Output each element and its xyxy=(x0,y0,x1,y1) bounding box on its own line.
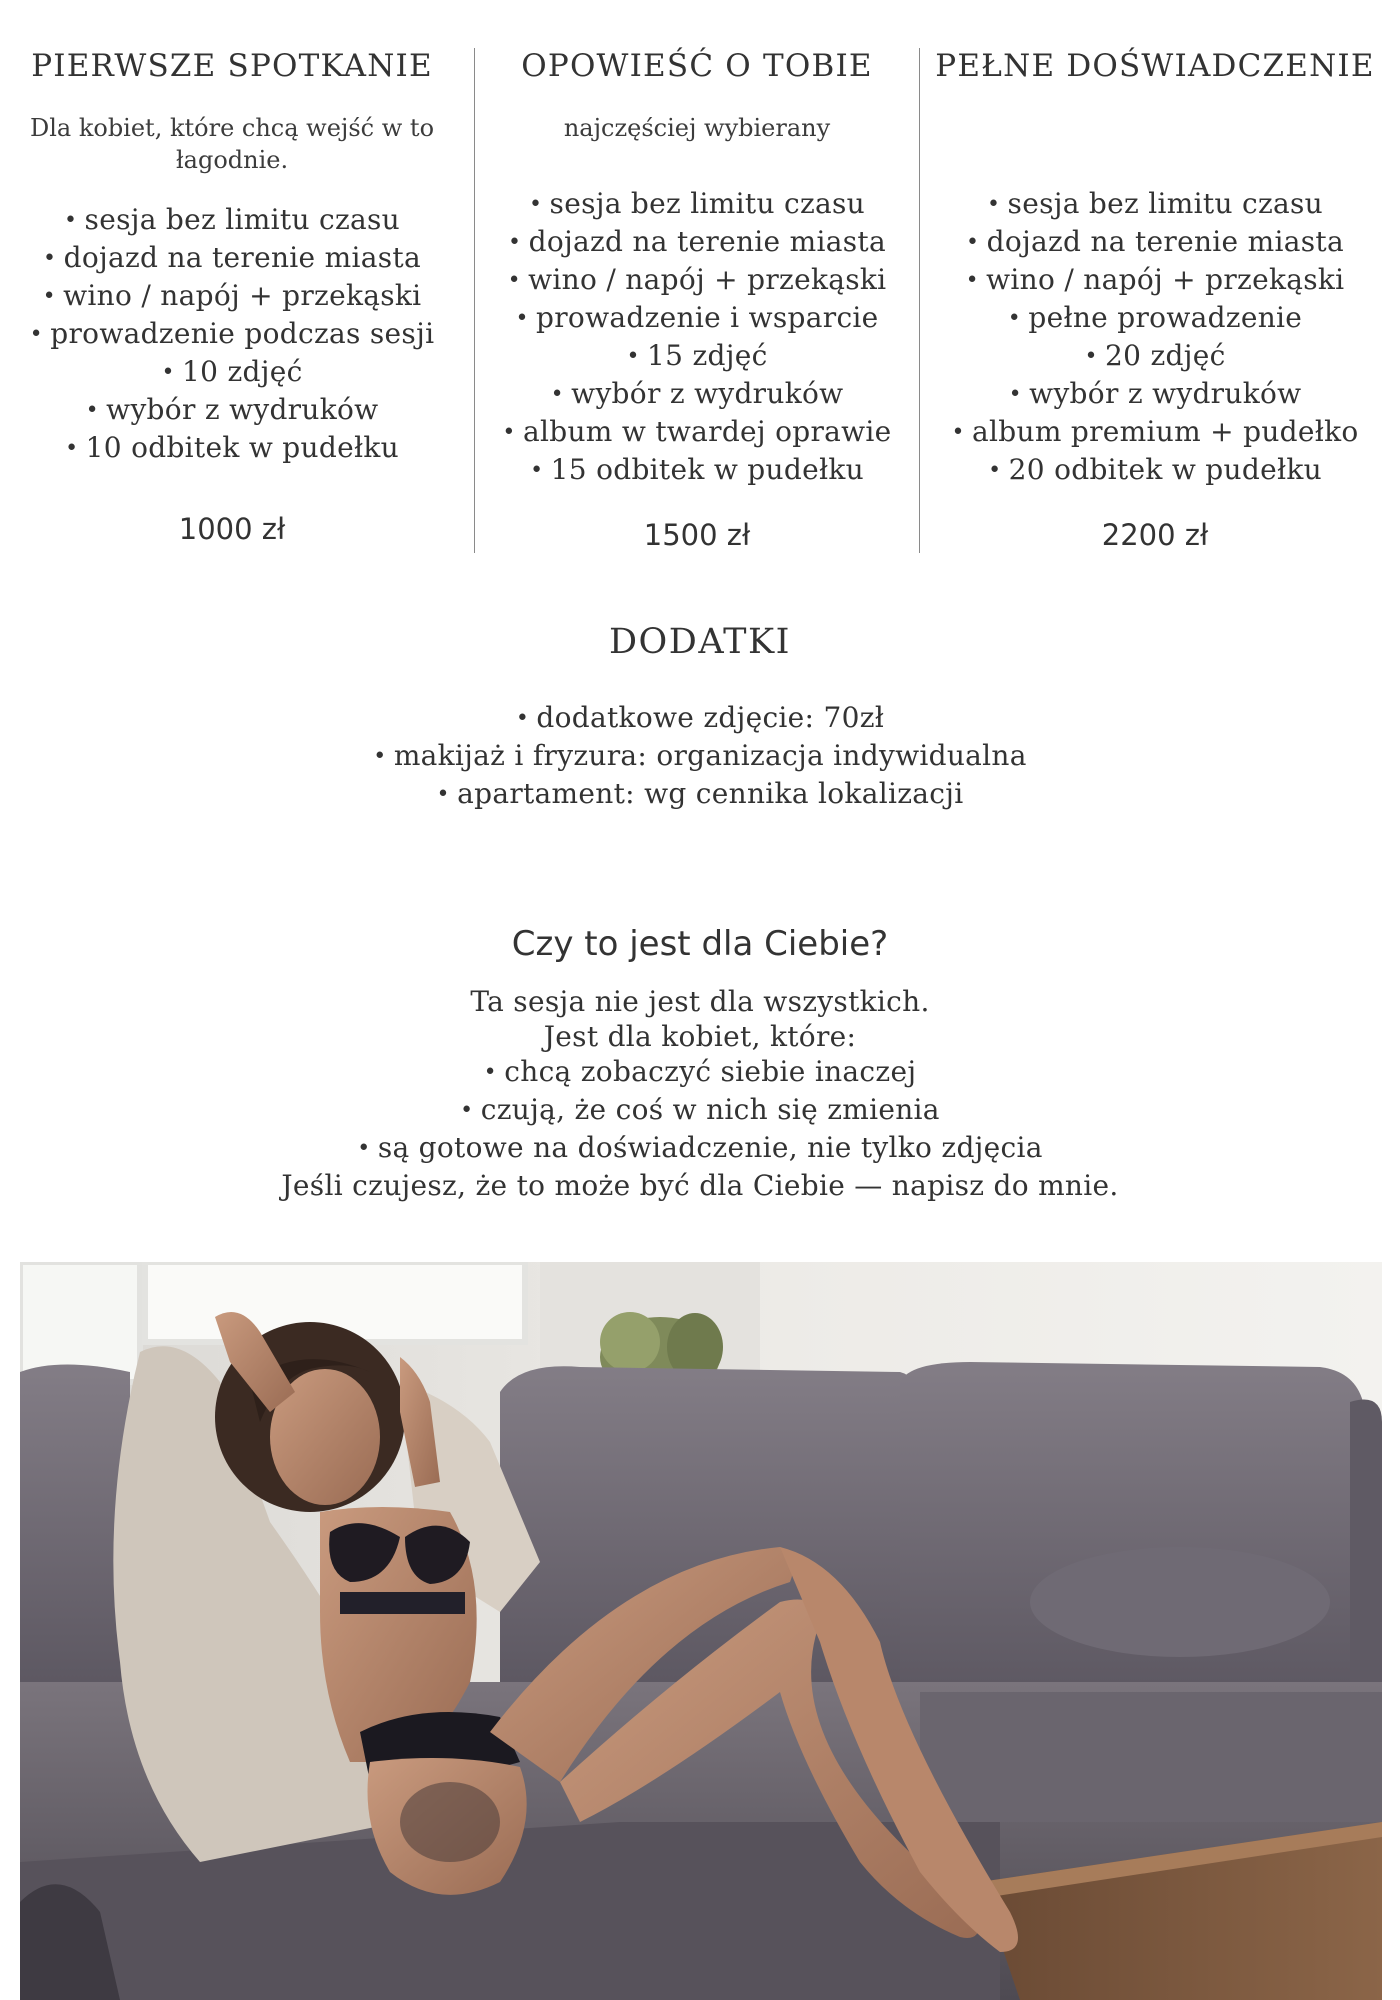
addon-item: • dodatkowe zdjęcie: 70zł xyxy=(0,700,1400,738)
fit-list xyxy=(0,1054,1400,1168)
fit-closing: Jeśli czujesz, że to może być dla Ciebie — napisz do mnie. xyxy=(281,1169,1119,1202)
fit-item: • chcą zobaczyć siebie inaczej xyxy=(0,1054,1400,1092)
package-features xyxy=(10,202,454,468)
feature-item: • pełne prowadzenie xyxy=(920,300,1390,338)
feature-item: • album premium + pudełko xyxy=(920,414,1390,452)
feature-item: • wino / napój + przekąski xyxy=(920,262,1390,300)
addons-section xyxy=(0,620,1400,814)
addons-list xyxy=(0,700,1400,814)
feature-item: • wino / napój + przekąski xyxy=(10,278,454,316)
feature-item: • 10 odbitek w pudełku xyxy=(10,430,454,468)
package-subtitle xyxy=(920,112,1390,144)
feature-item: • 20 zdjęć xyxy=(920,338,1390,376)
package-features xyxy=(920,186,1390,490)
fit-title: Czy to jest dla Ciebie? xyxy=(511,924,889,964)
package-story-about-you xyxy=(475,48,919,552)
package-title: PIERWSZE SPOTKANIE xyxy=(31,48,433,84)
fit-body xyxy=(0,984,1400,1203)
feature-item: • 15 zdjęć xyxy=(475,338,919,376)
feature-item: • wybór z wydruków xyxy=(10,392,454,430)
package-price: 2200 zł xyxy=(1101,518,1209,552)
fit-line: Jest dla kobiet, które: xyxy=(543,1020,857,1053)
boudoir-photo xyxy=(20,1262,1382,2000)
fit-line: Ta sesja nie jest dla wszystkich. xyxy=(470,985,930,1018)
feature-item: • sesja bez limitu czasu xyxy=(920,186,1390,224)
feature-item: • 20 odbitek w pudełku xyxy=(920,452,1390,490)
feature-item: • wino / napój + przekąski xyxy=(475,262,919,300)
feature-item: • prowadzenie i wsparcie xyxy=(475,300,919,338)
fit-item: • są gotowe na doświadczenie, nie tylko zdjęcia xyxy=(0,1130,1400,1168)
addons-title: DODATKI xyxy=(609,622,791,662)
feature-item: • album w twardej oprawie xyxy=(475,414,919,452)
feature-item: • sesja bez limitu czasu xyxy=(10,202,454,240)
package-title: PEŁNE DOŚWIADCZENIE xyxy=(935,48,1375,84)
is-it-for-you-section xyxy=(0,920,1400,1203)
fit-item: • czują, że coś w nich się zmienia xyxy=(0,1092,1400,1130)
feature-item: • sesja bez limitu czasu xyxy=(475,186,919,224)
feature-item: • dojazd na terenie miasta xyxy=(10,240,454,278)
addon-item: • apartament: wg cennika lokalizacji xyxy=(0,776,1400,814)
feature-item: • dojazd na terenie miasta xyxy=(920,224,1390,262)
feature-item: • dojazd na terenie miasta xyxy=(475,224,919,262)
addon-item: • makijaż i fryzura: organizacja indywidualna xyxy=(0,738,1400,776)
package-subtitle: najczęściej wybierany xyxy=(563,114,831,142)
package-price: 1500 zł xyxy=(643,518,751,552)
package-price: 1000 zł xyxy=(178,512,286,546)
pricing-section xyxy=(0,0,1400,560)
feature-item: • wybór z wydruków xyxy=(920,376,1390,414)
feature-item: • wybór z wydruków xyxy=(475,376,919,414)
package-subtitle: Dla kobiet, które chcą wejść w to łagodnie. xyxy=(29,114,435,174)
feature-item: • 15 odbitek w pudełku xyxy=(475,452,919,490)
package-full-experience xyxy=(920,48,1390,552)
package-features xyxy=(475,186,919,490)
feature-item: • 10 zdjęć xyxy=(10,354,454,392)
package-title: OPOWIEŚĆ O TOBIE xyxy=(521,48,873,84)
package-first-meeting xyxy=(10,48,454,546)
feature-item: • prowadzenie podczas sesji xyxy=(10,316,454,354)
